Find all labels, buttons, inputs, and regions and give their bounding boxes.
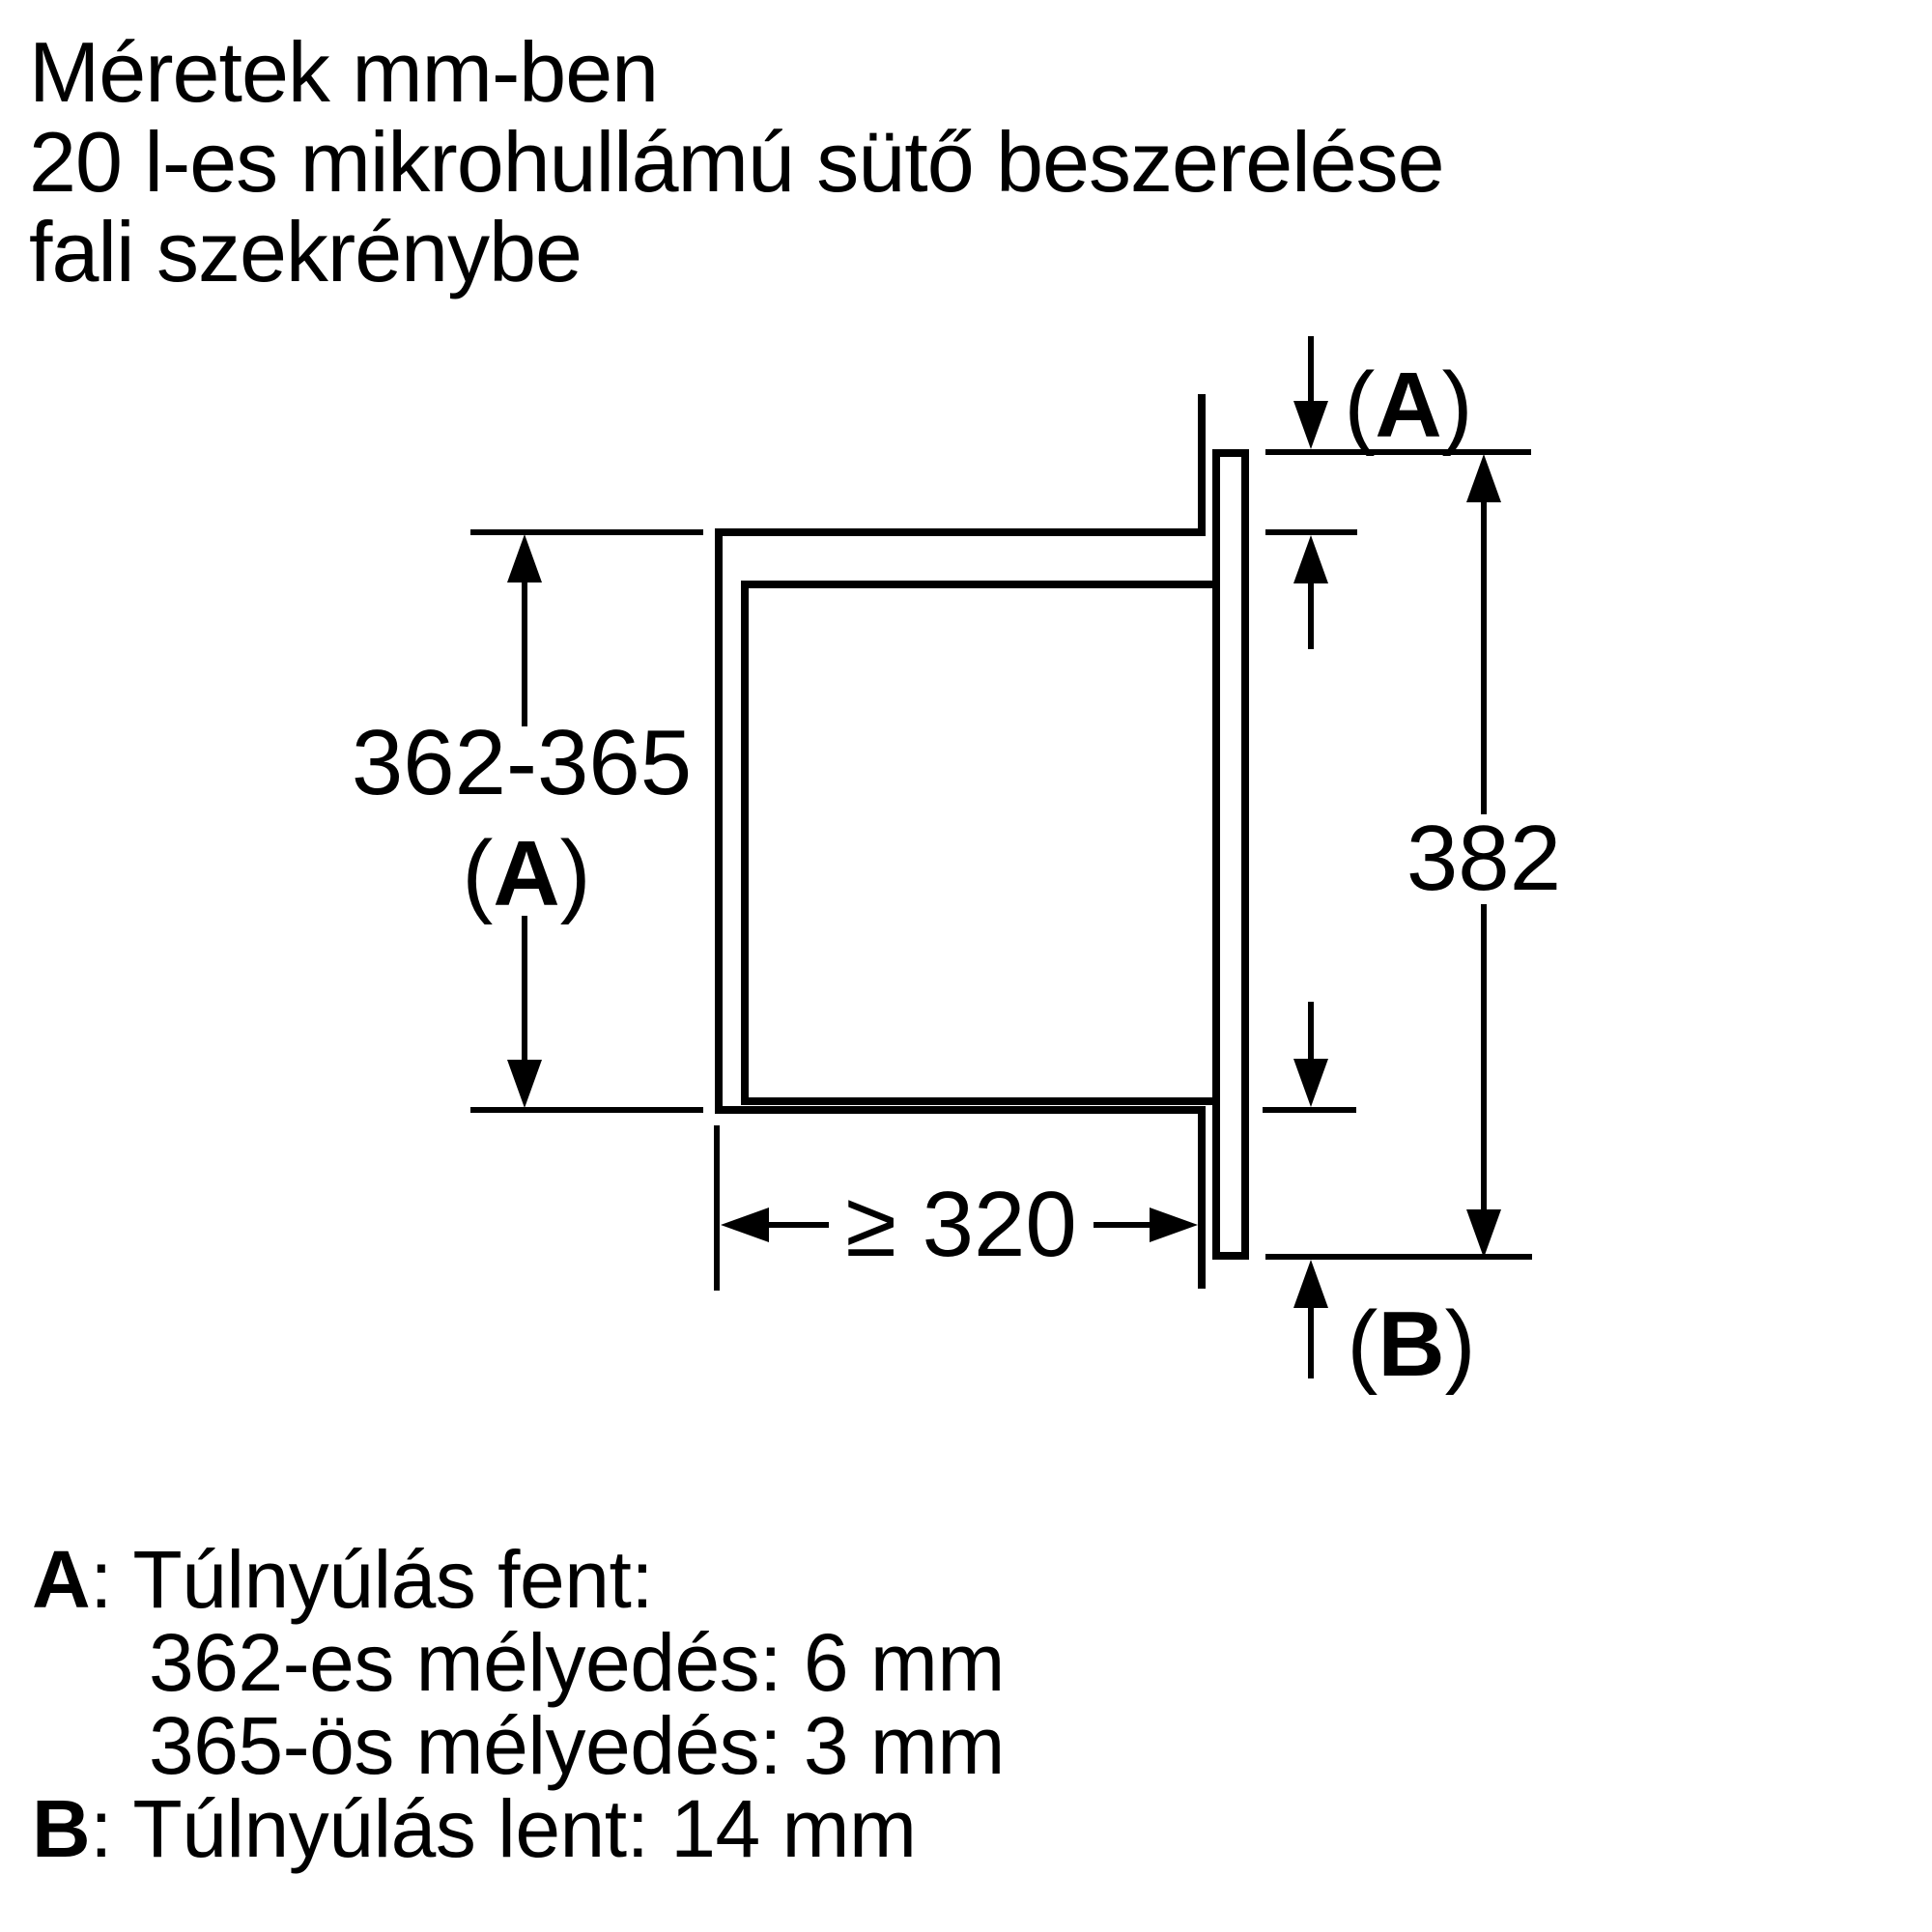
dim-niche-depth [717,1125,1198,1291]
microwave-front-frame [1216,453,1245,1256]
ref-letter-a: A [1375,354,1442,457]
legend-item-b [32,1783,1005,1874]
ref-letter-a: A [493,822,560,925]
cabinet-inner-outline [745,584,1214,1101]
arrowhead-up-icon [1466,454,1501,502]
overhang-bottom-ref [1347,1293,1475,1396]
dim-niche-height [352,532,703,1110]
legend-text: 362-es mélyedés: 6 mm [149,1617,1005,1708]
arrowhead-right-icon [1150,1208,1198,1242]
arrowhead-up-icon [1293,1260,1328,1308]
cabinet-outer-outline [719,394,1202,1289]
paren-close: ) [1441,354,1473,457]
arrowhead-left-icon [721,1208,769,1242]
arrowhead-up-icon [1293,535,1328,583]
arrowhead-down-icon [1466,1209,1501,1258]
legend-letter-b: B [32,1783,91,1874]
niche-depth-value: ≥ 320 [845,1173,1077,1276]
overhang-top-ref [1344,354,1472,457]
arrowhead-down-icon [507,1060,542,1108]
arrowhead-up-icon [507,534,542,582]
title-line-3: fali szekrénybe [29,204,582,299]
cabinet-section [719,394,1245,1289]
legend-item-365 [32,1700,1005,1791]
arrowhead-down-icon [1293,1059,1328,1107]
paren-close: ) [1444,1293,1476,1396]
legend-text: : Túlnyúlás lent: 14 mm [90,1783,917,1874]
dim-overhang-bottom [1263,1002,1476,1396]
legend-text: : Túlnyúlás fent: [90,1534,654,1625]
paren-open: ( [462,822,494,925]
arrowhead-down-icon [1293,401,1328,449]
legend-letter-a: A [32,1534,91,1625]
legend-item-362 [32,1617,1005,1708]
title-line-1: Méretek mm-ben [29,24,659,120]
title-line-2: 20 l-es mikrohullámú sütő beszerelése [29,114,1444,210]
front-frame-height-value: 382 [1406,807,1562,910]
paren-close: ) [559,822,591,925]
paren-open: ( [1347,1293,1378,1396]
legend-item-a [32,1534,1005,1625]
legend-text: 365-ös mélyedés: 3 mm [149,1700,1005,1791]
ref-letter-b: B [1378,1293,1445,1396]
paren-open: ( [1344,354,1376,457]
niche-height-ref [462,822,590,925]
niche-height-value: 362-365 [351,711,693,814]
legend [32,1534,1005,1874]
